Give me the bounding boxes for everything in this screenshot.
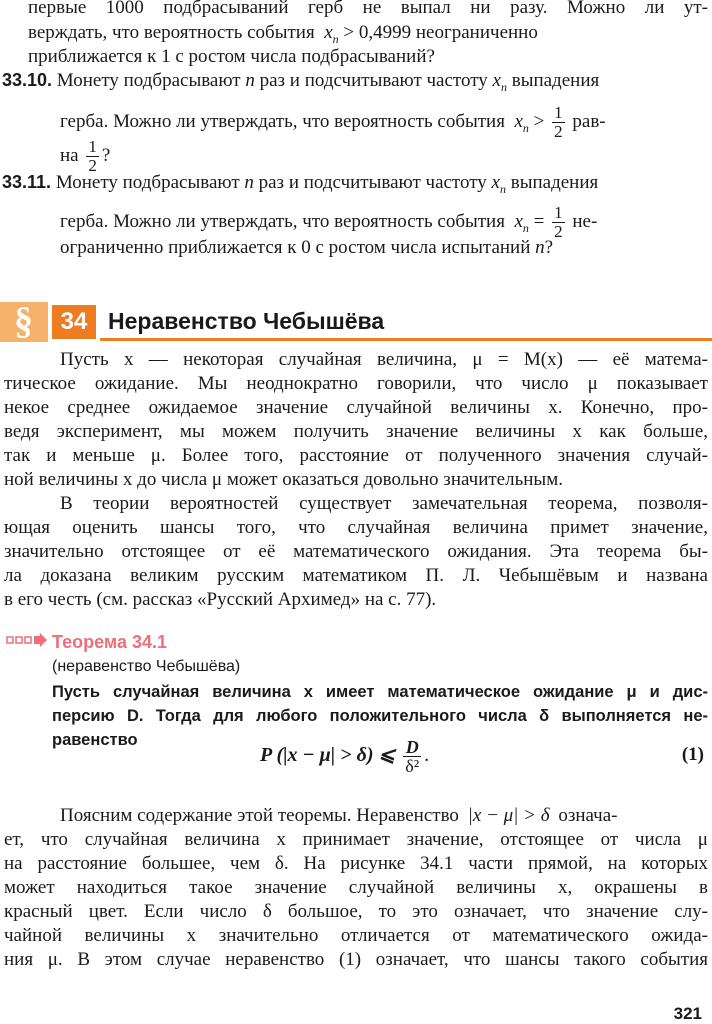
explanation-line6: чайной величины x значительно отличается от математического ожида- — [4, 925, 708, 946]
para2-line3: значительно отстоящее от её математического ожидания. Эта теорема бы- — [4, 541, 708, 562]
section-number: 34 — [52, 305, 96, 339]
section-sign-icon: § — [0, 302, 48, 342]
problem-33-10-line3: на $\frac{1}{2}$ ? — [60, 137, 111, 175]
chebyshev-inequality-formula: P (|x − μ| > δ) ⩽ $\frac{D}{\text{δ²}}$ . — [260, 737, 430, 776]
para2-line1: В теории вероятностей существует замечательная теорема, позволя- — [60, 493, 708, 514]
arrow-pointer-icon — [6, 632, 48, 648]
text-fragment: верждать, что вероятность события — [28, 22, 315, 43]
text-fragment: > 0,4999 неограниченно — [343, 22, 538, 43]
section-title: Неравенство Чебышёва — [108, 308, 385, 334]
problem-33-11-line1: 33.11. Монету подбрасывают n раз и подсчитывают частоту $x_n$ выпадения — [2, 172, 599, 196]
page-number: 321 — [673, 1004, 702, 1023]
problem-33-10-line2: герба. Можно ли утверждать, что вероятность события $x_n$ > $\frac{1}{2}$ рав- — [60, 103, 606, 141]
problem-continuation-line3: приближается к 1 с ростом числа подбрасываний? — [28, 46, 435, 67]
explanation-line5: красный цвет. Если число δ большое, то это означает, что значение слу- — [4, 901, 708, 922]
para2-line4: ла доказана великим русским математиком П. Л. Чебышёвым и названа — [4, 565, 708, 586]
section-divider — [100, 338, 712, 341]
math-var: $x_n$ — [324, 22, 339, 46]
explanation-line4: может находиться такое значение случайной величины x, окрашены в — [4, 877, 708, 898]
problem-33-11-line3: ограниченно приближается к 0 с ростом числа испытаний n? — [60, 237, 554, 258]
problem-number: 33.10. — [2, 70, 53, 90]
para1-line2: тическое ожидание. Мы неоднократно говорили, что число μ показывает — [4, 373, 708, 394]
formula-fraction: $\frac{D}{\text{δ²}}$ — [405, 737, 420, 776]
para2-line2: ющая оценить шансы того, что случайная величина примет значение, — [4, 517, 708, 538]
explanation-line7: ния μ. В этом случае неравенство (1) означает, что шансы такого события — [4, 949, 708, 970]
para2-line5: в его честь (см. рассказ «Русский Архимед» на с. 77). — [4, 589, 437, 610]
para1-line3: некое среднее ожидаемое значение случайной величины x. Конечно, про- — [4, 397, 708, 418]
theorem-statement-line1: Пусть случайная величина x имеет математическое ожидание μ и дис- — [52, 683, 708, 701]
para1-line1: Пусть x — некоторая случайная величина, μ = M(x) — её матема- — [60, 349, 708, 370]
problem-33-11-line2: герба. Можно ли утверждать, что вероятность события $x_n$ = $\frac{1}{2}$ не- — [60, 203, 598, 241]
theorem-subtitle: (неравенство Чебышёва) — [52, 658, 241, 675]
theorem-statement-line3: равенство — [52, 731, 138, 749]
explanation-line1: Поясним содержание этой теоремы. Неравенство |x − μ| > δ означа- — [60, 805, 618, 826]
fraction-one-half: $\frac{1}{2}$ — [88, 137, 97, 175]
problem-continuation-line1: первые 1000 подбрасываний герб не выпал ни разу. Можно ли ут- — [28, 0, 708, 18]
theorem-statement-line2: персию D. Тогда для любого положительного числа δ выполняется не- — [52, 707, 708, 725]
para1-line4: ведя эксперимент, мы можем получить значение величины x как больше, — [4, 421, 708, 442]
problem-33-10-line1: 33.10. Монету подбрасывают n раз и подсчитывают частоту $x_n$ выпадения — [2, 70, 600, 94]
fraction-one-half: $\frac{1}{2}$ — [554, 203, 563, 241]
problem-number: 33.11. — [2, 172, 52, 192]
para1-line5: так и меньше μ. Более того, расстояние от полученного значения случай- — [4, 445, 708, 466]
explanation-line2: ет, что случайная величина x принимает значение, отстоящее от числа μ — [4, 829, 708, 850]
equation-number: (1) — [681, 744, 704, 765]
fraction-one-half: $\frac{1}{2}$ — [554, 103, 563, 141]
section-header — [0, 302, 712, 342]
para1-line6: ной величины x до числа μ может оказаться довольно значительным. — [4, 469, 563, 490]
theorem-label: Теорема 34.1 — [52, 632, 167, 652]
explanation-line3: на расстояние большее, чем δ. На рисунке 34.1 части прямой, на которых — [4, 853, 708, 874]
